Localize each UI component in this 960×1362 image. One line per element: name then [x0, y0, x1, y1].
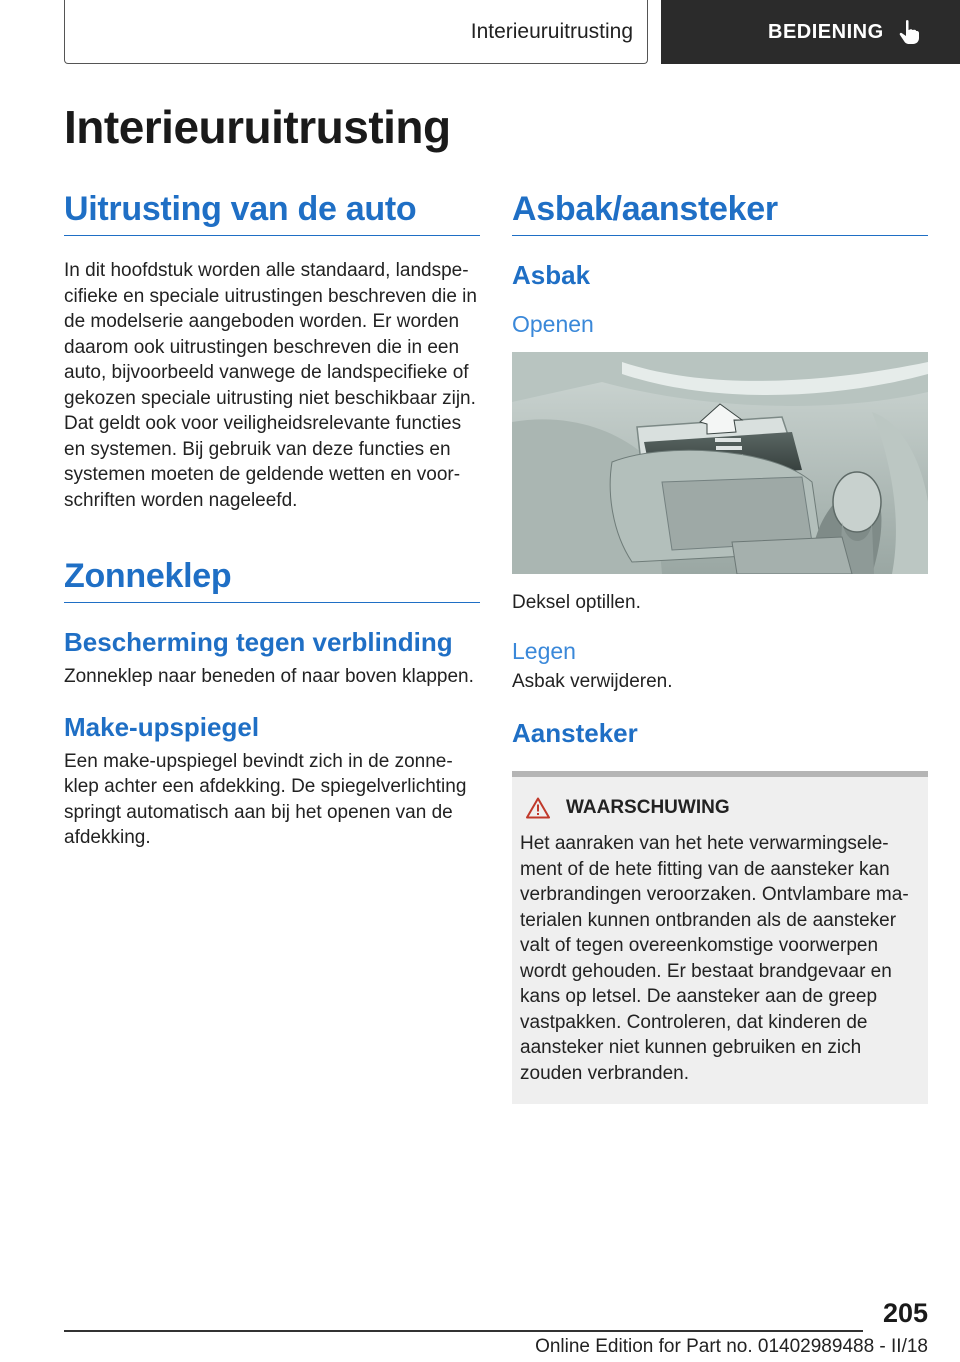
footer-divider — [64, 1330, 863, 1332]
chapter-tab — [661, 0, 960, 64]
mirror-text: Een make-upspiegel bevindt zich in de zonneklep achter een afdekking. De spiegelverlichting springt automatisch aan bij het openen van de afdekking. — [64, 750, 467, 848]
open-caption: Deksel optillen. — [512, 592, 641, 613]
open-heading: Openen — [512, 311, 594, 337]
section-tab — [64, 0, 648, 64]
glare-text: Zonneklep naar beneden of naar boven klappen. — [64, 666, 474, 687]
left-column — [64, 190, 480, 851]
warning-triangle-icon — [526, 797, 550, 819]
warning-label: WAARSCHUWING — [566, 797, 730, 818]
warning-box — [512, 771, 928, 1104]
right-column — [512, 190, 928, 1104]
section-tab-label: Interieuruitrusting — [470, 19, 633, 43]
glare-heading: Bescherming tegen verblinding — [64, 627, 453, 657]
lighter-heading: Aansteker — [512, 718, 638, 748]
equipment-text: In dit hoofdstuk worden alle standaard, landspecifieke en speciale uitrustingen beschreven die in de modelserie aangeboden worden. Er worden daarom ook uitrustingen beschreven die in een auto, bijvoorbeeld vanwege de landspecifieke of gekozen speciale uitrusting niet beschikbaar zijn. Dat geldt ook voor veiligheidsrelevante functies en systemen. Bij gebruik van deze functies en systemen moeten de geldende wetten en voorschriften worden nageleefd. — [64, 260, 477, 511]
page-title: Interieuruitrusting — [64, 101, 451, 153]
ashtray-lighter-heading: Asbak/aansteker — [512, 190, 928, 236]
empty-text: Asbak verwijderen. — [512, 670, 673, 692]
warning-title — [520, 797, 920, 819]
warning-text: Het aanraken van het hete verwarmingselement of de hete fitting van de aansteker kan verbrandingen veroorzaken. Ontvlambare materialen kunnen ontbranden als de aansteker valt of tegen overeenkomstige voorwerpen wordt gehouden. Er bestaat brandgevaar en kans op letsel. De aansteker aan de greep vastpakken. Controleren, dat kinderen de aansteker niet kunnen gebruiken en zich zouden verbranden. — [520, 833, 909, 1084]
mirror-heading: Make-upspiegel — [64, 711, 260, 742]
hand-pointer-icon — [898, 19, 920, 45]
ashtray-heading: Asbak — [512, 260, 591, 290]
empty-heading: Legen — [512, 637, 576, 664]
page-number: 205 — [882, 1298, 928, 1328]
ashtray-photo — [512, 352, 928, 574]
edition-info: Online Edition for Part no. 01402989488 - II/18 — [535, 1336, 928, 1357]
chapter-tab-label: BEDIENING — [768, 20, 884, 43]
equipment-heading: Uitrusting van de auto — [64, 190, 480, 236]
visor-heading: Zonneklep — [64, 557, 480, 603]
